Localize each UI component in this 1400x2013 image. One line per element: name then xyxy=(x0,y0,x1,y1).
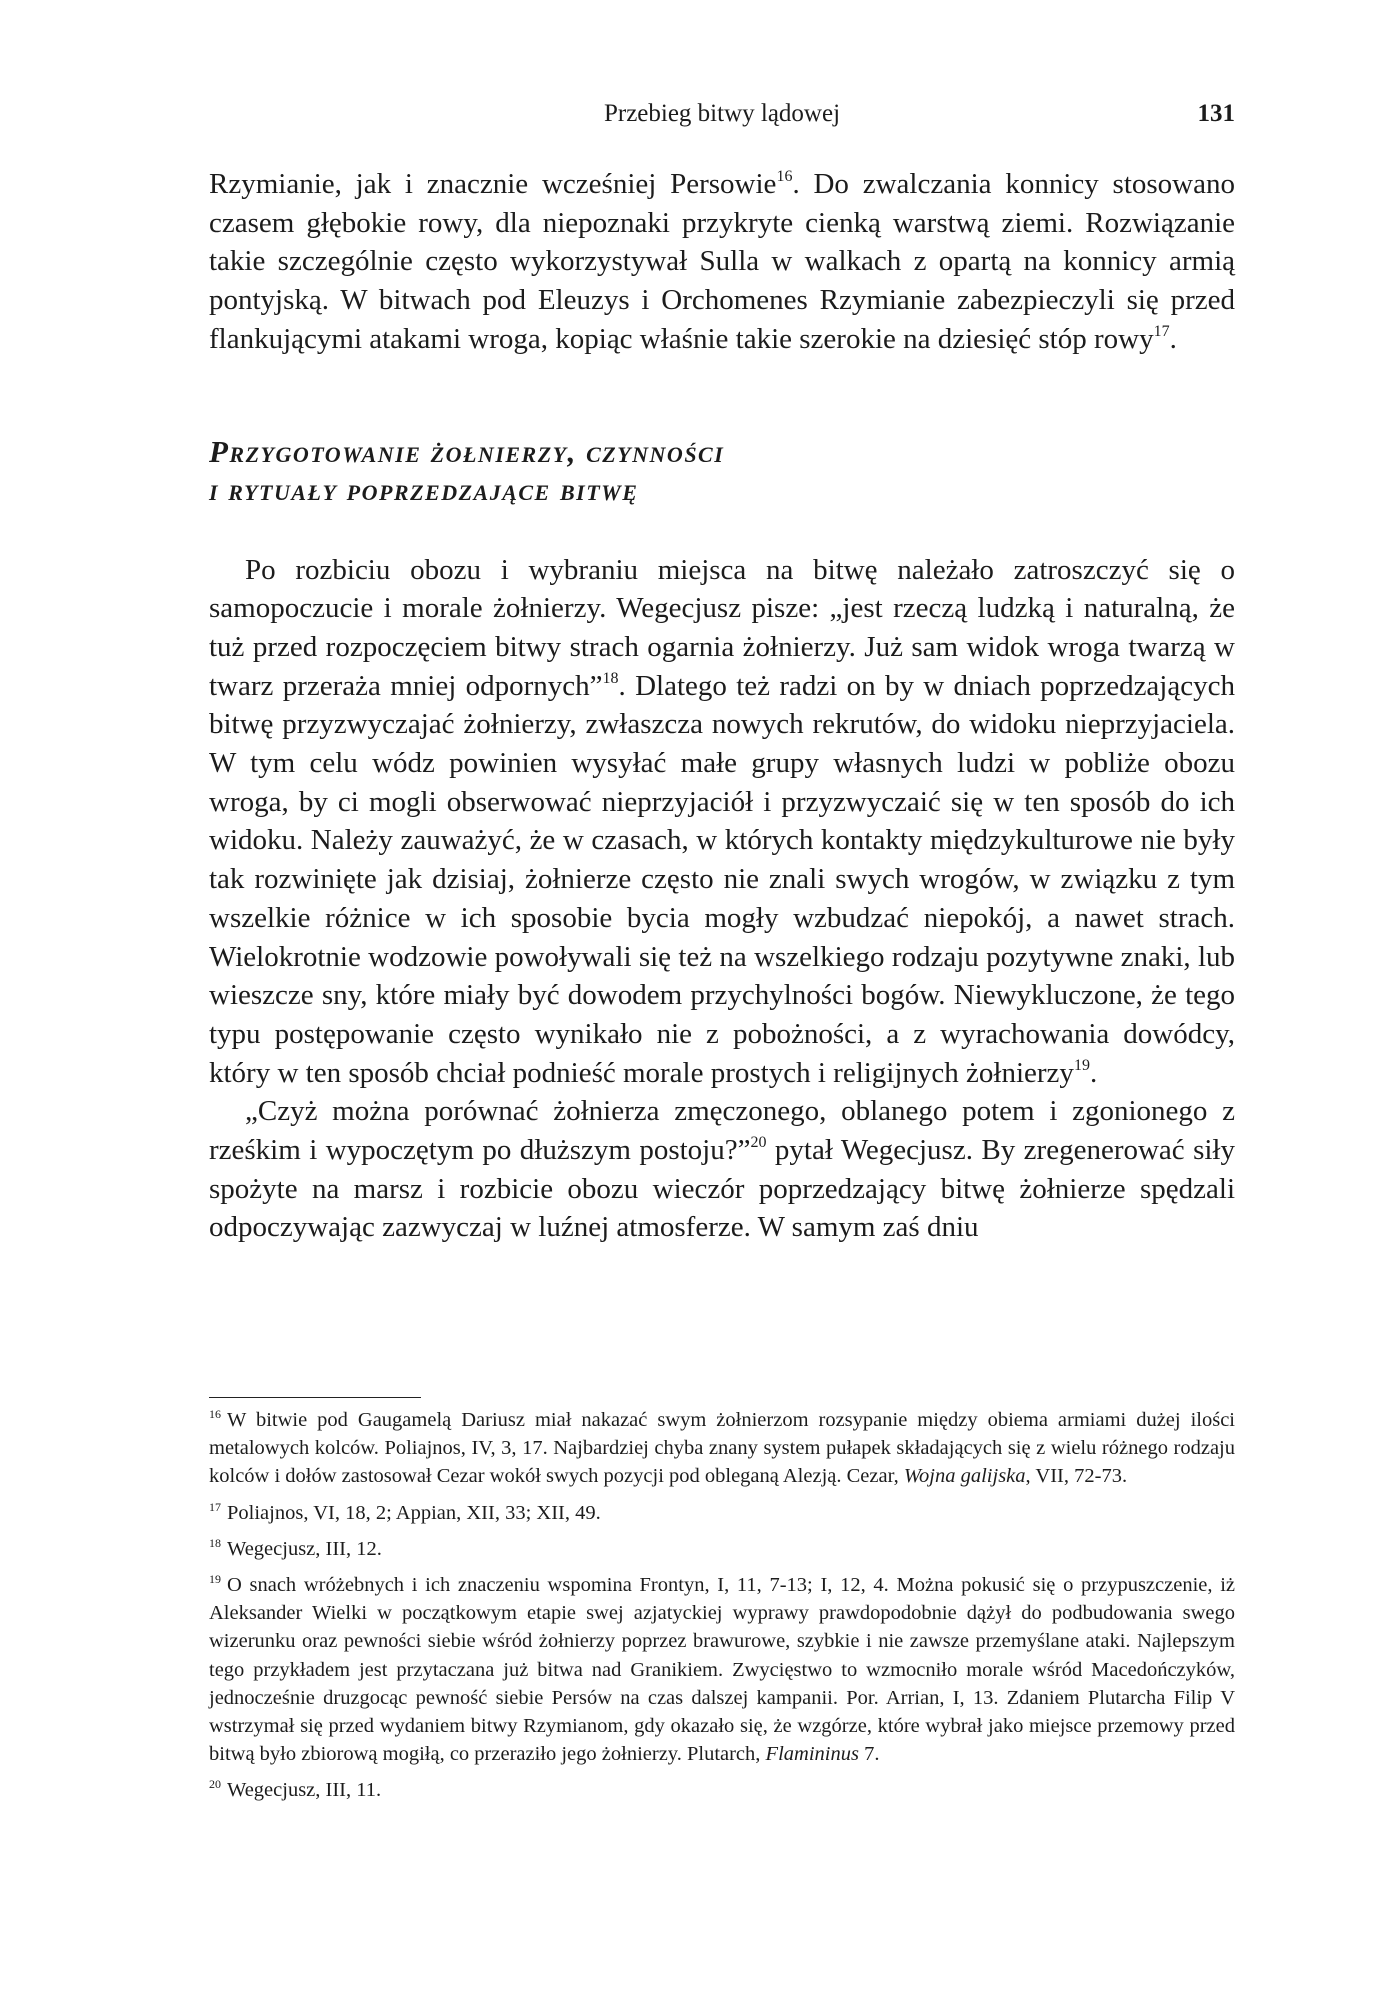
text-run: Wegecjusz, III, 11. xyxy=(227,1779,382,1802)
footnote-18 xyxy=(209,1535,1235,1563)
text-run: , VII, 72-73. xyxy=(1025,1465,1128,1488)
section-heading-line-1: Przygotowanie żołnierzy, czynności xyxy=(209,433,725,469)
footnote-17 xyxy=(209,1499,1235,1527)
footnote-ref-20: 20 xyxy=(750,1134,767,1152)
footnote-number: 16 xyxy=(209,1407,221,1421)
text-run: . xyxy=(1089,1056,1098,1089)
text-run: pytał Wegecjusz. By zregenerować siły spożyte na marsz i rozbicie obozu wieczór poprzedzający bitwę żołnierze spędzali odpoczywając zazwyczaj w luźnej atmosferze. W samym zaś dniu xyxy=(209,1134,1235,1244)
section-heading-line-2: i rytuały poprzedzające bitwę xyxy=(209,471,639,507)
footnote-number: 17 xyxy=(209,1499,221,1514)
text-run: Poliajnos, VI, 18, 2; Appian, XII, 33; XII, 49. xyxy=(227,1501,601,1524)
text-run: Rzymianie, jak i znacznie wcześniej Persowie xyxy=(209,168,777,200)
footnotes xyxy=(209,1397,1235,1813)
text-run: 7. xyxy=(858,1743,880,1766)
section-heading xyxy=(209,433,1235,509)
page-number: 131 xyxy=(1197,100,1235,127)
page-header xyxy=(209,100,1235,140)
footnote-number: 19 xyxy=(209,1572,221,1587)
main-text xyxy=(209,165,1235,1247)
footnote-ref-17: 17 xyxy=(1153,322,1170,340)
footnote-ref-19: 19 xyxy=(1073,1056,1090,1074)
work-title: Flamininus xyxy=(765,1743,859,1766)
text-run: W bitwie pod Gaugamelą Dariusz miał nakazać swym żołnierzom rozsypanie między obiema armiami dużej ilości metalowych kolców. Poliajnos, IV, 3, 17. Najbardziej chyba znany system pułapek składających się z wielu różnego rodzaju kolców i dołów zastosował Cezar wokół swych pozycji pod obleganą Alezją. Cezar, xyxy=(209,1409,1235,1488)
text-run: . Dlatego też radzi on by w dniach poprzedzających bitwę przyzwyczajać żołnierzy, zwłaszcza nowych rekrutów, do widoku nieprzyjaciela. W tym celu wódz powinien wysyłać małe grupy własnych ludzi w pobliże obozu wroga, by ci mogli obserwować nieprzyjaciół i przyzwyczaić się w ten sposób do ich widoku. Należy zauważyć, że w czasach, w których kontakty międzykulturowe nie były tak rozwinięte jak dzisiaj, żołnierze często nie znali swych wrogów, w związku z tym wszelkie różnice w ich sposobie bycia mogły wzbudzać niepokój, a nawet strach. Wielokrotnie wodzowie powoływali się też na wszelkiego rodzaju pozytywne znaki, lub wieszcze sny, które miały być dowodem przychylności bogów. Niewykluczone, że tego typu postępowanie często wynikało nie z pobożności, a z wyrachowania dowódcy, który w ten sposób chciał podnieść morale prostych i religijnych żołnierzy xyxy=(209,669,1235,1089)
text-run: „Czyż można porównać żołnierza zmęczonego, oblanego potem i zgonionego z rześkim i wypoczętym po dłuższym postoju?” xyxy=(209,1095,1235,1167)
work-title: Wojna galijska xyxy=(903,1465,1026,1488)
footnote-16 xyxy=(209,1406,1235,1491)
footnote-ref-18: 18 xyxy=(602,669,619,687)
text-run: Po rozbiciu obozu i wybraniu miejsca na bitwę należało zatroszczyć się o samopoczucie i morale żołnierzy. Wegecjusz pisze: „jest rzeczą ludzką i naturalną, że tuż przed rozpoczęciem bitwy strach ogarnia żołnierzy. Już sam widok wroga twarzą w twarz przeraża mniej odpornych” xyxy=(209,553,1235,702)
footnote-ref-16: 16 xyxy=(776,168,793,185)
running-title: Przebieg bitwy lądowej xyxy=(603,100,841,127)
intro-paragraph xyxy=(209,165,1235,359)
text-run: . xyxy=(1169,322,1177,355)
footnote-number: 18 xyxy=(209,1535,221,1550)
footnote-rule xyxy=(209,1397,421,1398)
text-run: . Do zwalczania konnicy stosowano czasem głębokie rowy, dla niepoznaki przykryte cienką warstwą ziemi. Rozwiązanie takie szczególnie często wykorzystywał Sulla w walkach z opartą na konnicy armią pontyjską. W bitwach pod Eleuzys i Orchomenes Rzymianie zabezpieczyli się przed flankującymi atakami wroga, kopiąc właśnie takie szerokie na dziesięć stóp rowy xyxy=(209,168,1235,355)
footnote-20 xyxy=(209,1776,1235,1804)
paragraph-2 xyxy=(209,1092,1235,1247)
paragraph-1 xyxy=(209,551,1235,1093)
footnote-19 xyxy=(209,1571,1235,1768)
footnote-number: 20 xyxy=(209,1777,221,1792)
text-run: O snach wróżebnych i ich znaczeniu wspomina Frontyn, I, 11, 7-13; I, 12, 4. Można pokusić się o przypuszczenie, iż Aleksander Wielki w początkowym etapie swej azjatyckiej wyprawy prawdopodobnie dążył do podbudowania swego wizerunku oraz pewności siebie wśród żołnierzy poprzez brawurowe, szybkie i nie zawsze przemyślane ataki. Najlepszym tego przykładem jest przytaczana już bitwa nad Granikiem. Zwycięstwo to wzmocniło morale wśród Macedończyków, jednocześnie druzgocąc pewność siebie Persów na czas dalszej kampanii. Por. Arrian, I, 13. Zdaniem Plutarcha Filip V wstrzymał się przed wydaniem bitwy Rzymianom, gdy okazało się, że wzgórze, które wybrał jako miejsce przemowy przed bitwą było zbiorową mogiłą, co przeraziło jego żołnierzy. Plutarch, xyxy=(209,1574,1235,1766)
text-run: Wegecjusz, III, 12. xyxy=(227,1537,382,1560)
